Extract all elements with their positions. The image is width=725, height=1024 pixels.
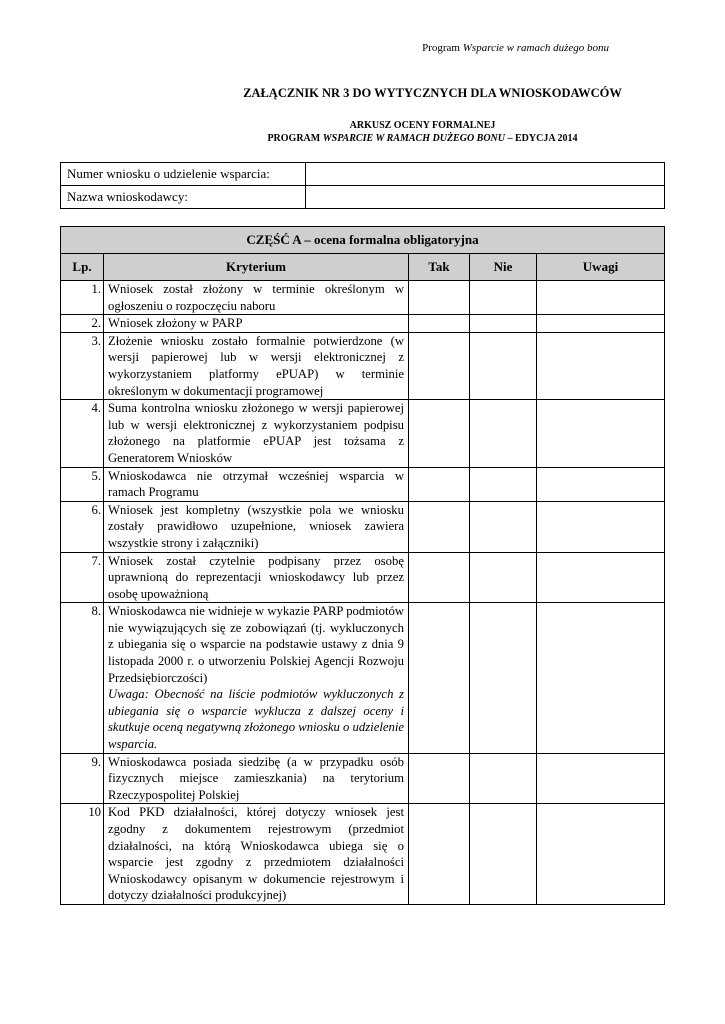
no-cell[interactable] <box>470 753 537 804</box>
criterion-cell <box>104 552 409 603</box>
criterion-cell <box>104 467 409 501</box>
criterion-cell <box>104 281 409 315</box>
no-cell[interactable] <box>470 603 537 753</box>
criteria-body <box>61 281 665 905</box>
criterion-cell <box>104 315 409 333</box>
remarks-cell[interactable] <box>537 804 665 905</box>
criterion-text: Wniosek złożony w PARP <box>108 316 243 331</box>
criterion-text: Wniosek został czytelnie podpisany przez osobę uprawnioną do reprezentacji wnioskodawcy lub przez osobę upoważnioną <box>108 553 404 601</box>
yes-cell[interactable] <box>409 804 470 905</box>
criterion-number: 4. <box>61 400 104 467</box>
criterion-number: 2. <box>61 315 104 333</box>
part-title: CZĘŚĆ A – ocena formalna obligatoryjna <box>61 227 665 254</box>
criterion-number: 9. <box>61 753 104 804</box>
remarks-cell[interactable] <box>537 332 665 399</box>
table-row <box>61 804 665 905</box>
criterion-text: Wniosek jest kompletny (wszystkie pola we wniosku zostały prawidłowo uzupełnione, wniosek zawiera wszystkie strony i załączniki) <box>108 502 404 550</box>
no-cell[interactable] <box>470 467 537 501</box>
criterion-cell <box>104 501 409 552</box>
criteria-table <box>60 226 665 905</box>
applicant-name-label: Nazwa wnioskodawcy: <box>61 186 306 209</box>
remarks-cell[interactable] <box>537 400 665 467</box>
yes-cell[interactable] <box>409 467 470 501</box>
applicant-name-field[interactable] <box>306 186 665 209</box>
yes-cell[interactable] <box>409 281 470 315</box>
criterion-text: Kod PKD działalności, której dotyczy wniosek jest zgodny z dokumentem rejestrowym (przedmiot działalności, na którą Wnioskodawca ubiega się o wsparcie jest zgodny z przedmiotem działalności Wnioskodawcy opisanym w dokumencie rejestrowym i dotyczy działalności produkcyjnej) <box>108 805 404 903</box>
yes-cell[interactable] <box>409 332 470 399</box>
no-cell[interactable] <box>470 552 537 603</box>
yes-cell[interactable] <box>409 400 470 467</box>
yes-cell[interactable] <box>409 315 470 333</box>
program-subtitle: PROGRAM WSPARCIE W RAMACH DUŻEGO BONU – EDYCJA 2014 <box>267 133 578 144</box>
criterion-text: Wniosek został złożony w terminie określonym w ogłoszeniu o rozpoczęciu naboru <box>108 282 404 313</box>
program-name: Wsparcie w ramach dużego bonu <box>462 42 609 54</box>
yes-cell[interactable] <box>409 753 470 804</box>
criterion-cell <box>104 753 409 804</box>
yes-cell[interactable] <box>409 501 470 552</box>
remarks-cell[interactable] <box>537 753 665 804</box>
criterion-text: Wnioskodawca posiada siedzibę (a w przypadku osób fizycznych miejsce zamieszkania) na terytorium Rzeczypospolitej Polskiej <box>108 754 404 802</box>
no-cell[interactable] <box>470 804 537 905</box>
remarks-cell[interactable] <box>537 552 665 603</box>
column-header-criterion: Kryterium <box>104 254 409 281</box>
criterion-number: 10 <box>61 804 104 905</box>
table-row <box>61 163 665 186</box>
remarks-cell[interactable] <box>537 603 665 753</box>
application-info-table <box>60 162 665 209</box>
table-row <box>61 400 665 467</box>
table-row <box>61 315 665 333</box>
criterion-number: 1. <box>61 281 104 315</box>
document-subtitle: ARKUSZ OCENY FORMALNEJ <box>349 120 496 131</box>
column-header-remarks: Uwagi <box>537 254 665 281</box>
remarks-cell[interactable] <box>537 467 665 501</box>
criterion-number: 8. <box>61 603 104 753</box>
no-cell[interactable] <box>470 400 537 467</box>
document-title: ZAŁĄCZNIK NR 3 DO WYTYCZNYCH DLA WNIOSKODAWCÓW <box>243 86 622 100</box>
criterion-cell <box>104 603 409 753</box>
column-header-no: Nie <box>470 254 537 281</box>
yes-cell[interactable] <box>409 603 470 753</box>
criterion-text: Wnioskodawca nie otrzymał wcześniej wsparcia w ramach Programu <box>108 468 404 500</box>
no-cell[interactable] <box>470 501 537 552</box>
application-number-field[interactable] <box>306 163 665 186</box>
table-row <box>61 332 665 399</box>
table-row <box>61 603 665 753</box>
remarks-cell[interactable] <box>537 315 665 333</box>
criterion-number: 6. <box>61 501 104 552</box>
part-header-row <box>61 227 665 254</box>
table-row <box>61 501 665 552</box>
table-row <box>61 753 665 804</box>
table-row <box>61 186 665 209</box>
no-cell[interactable] <box>470 281 537 315</box>
remarks-cell[interactable] <box>537 281 665 315</box>
yes-cell[interactable] <box>409 552 470 603</box>
running-header: Program Wsparcie w ramach dużego bonu <box>422 42 609 54</box>
criterion-text: Złożenie wniosku zostało formalnie potwierdzone (w wersji papierowej lub w wersji elektronicznej z wykorzystaniem platformy ePUAP) w terminie określonym w dokumentacji programowej <box>108 333 404 398</box>
criterion-number: 3. <box>61 332 104 399</box>
criterion-cell <box>104 804 409 905</box>
criterion-cell <box>104 332 409 399</box>
application-number-label: Numer wniosku o udzielenie wsparcia: <box>61 163 306 186</box>
no-cell[interactable] <box>470 332 537 399</box>
criterion-cell <box>104 400 409 467</box>
remarks-cell[interactable] <box>537 501 665 552</box>
criterion-number: 5. <box>61 467 104 501</box>
no-cell[interactable] <box>470 315 537 333</box>
column-header-yes: Tak <box>409 254 470 281</box>
criterion-text: Wnioskodawca nie widnieje w wykazie PARP podmiotów nie wywiązujących się ze zobowiązań (tj. wykluczonych z ubiegania się o wsparcie na podstawie ustawy z dnia 9 listopada 2000 r. o utworzeniu Polskiej Agencji Rozwoju Przedsiębiorczości) <box>108 604 404 685</box>
criterion-note: Uwaga: Obecność na liście podmiotów wykluczonych z ubiegania się o wsparcie wyklucza z dalszej oceny i skutkuje oceną negatywną złożonego wniosku o udzielenie wsparcia. <box>108 687 404 752</box>
table-row <box>61 281 665 315</box>
table-row <box>61 552 665 603</box>
column-header-row <box>61 254 665 281</box>
criterion-text: Suma kontrolna wniosku złożonego w wersji papierowej lub w wersji elektronicznej z wykorzystaniem podpisu złożonego na platformie ePUAP jest tożsama z Generatorem Wniosków <box>108 401 404 465</box>
column-header-lp: Lp. <box>61 254 104 281</box>
criterion-number: 7. <box>61 552 104 603</box>
table-row <box>61 467 665 501</box>
